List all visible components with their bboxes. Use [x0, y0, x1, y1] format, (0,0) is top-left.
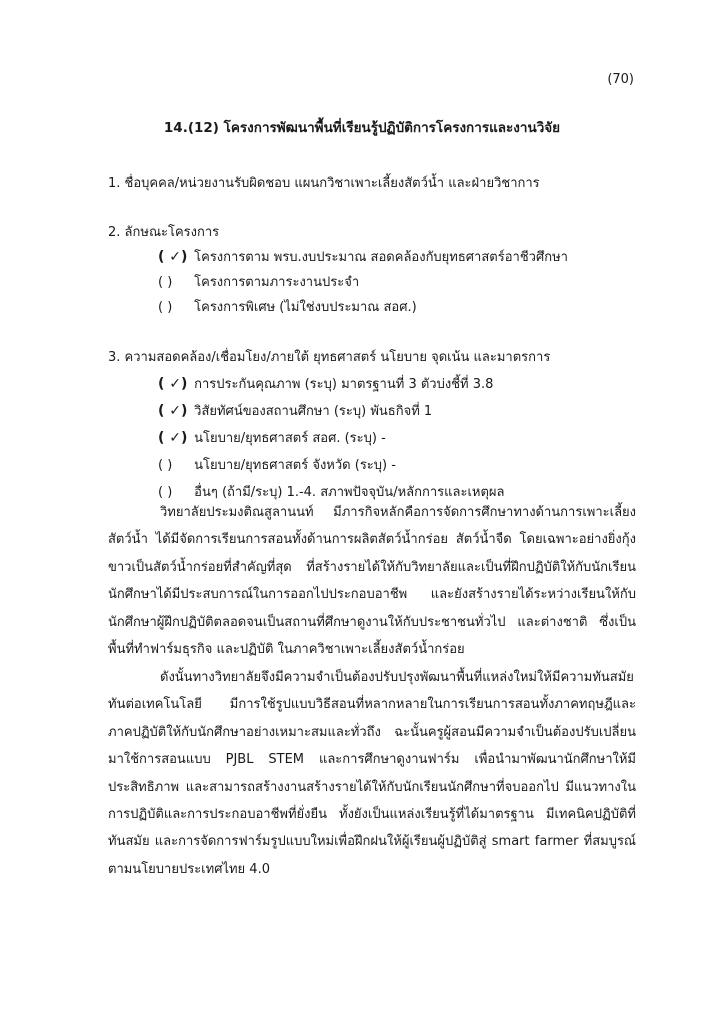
- option-label: อื่นๆ (ถ้ามี/ระบุ) 1.-4. สภาพปัจจุบัน/หลักการและเหตุผล: [194, 485, 505, 500]
- checkbox-mark: ( ): [158, 300, 173, 315]
- option-label: โครงการตาม พรบ.งบประมาณ สอดคล้องกับยุทธศาสตร์อาชีวศึกษา: [194, 250, 568, 265]
- page-number: (70): [607, 72, 634, 87]
- section-2-heading: 2. ลักษณะโครงการ: [108, 225, 220, 240]
- section-3-option: [158, 400, 432, 421]
- body-paragraph-2: ดังนั้นทางวิทยาลัยจึงมีความจำเป็นต้องปรับปรุงพัฒนาพื้นที่แหล่งใหม่ให้มีความทันสมัย ทันต่อเทคโนโลยี มีการใช้รูปแบบวิธีสอนที่หลากหลายในการเรียนการสอนทั้งภาคทฤษฎีและภาคปฏิบัติให้กับนักศึกษาอย่างเหมาะสมและทั่วถึง ฉะนั้นครูผู้สอนมีความจำเป็นต้องปรับเปลี่ยนมาใช้การสอนแบบ PJBL STEM และการศึกษาดูงานฟาร์ม เพื่อนำมาพัฒนานักศึกษาให้มีประสิทธิภาพ และสามารถสร้างงานสร้างรายได้ให้กับนักเรียนนักศึกษาที่จบออกไป มีแนวทางในการปฏิบัติและการประกอบอาชีพที่ยั่งยืน ทั้งยังเป็นแหล่งเรียนรู้ที่ได้มาตรฐาน มีเทคนิคปฏิบัติที่ทันสมัย และการจัดการฟาร์มรูปแบบใหม่เพื่อฝึกฝนให้ผู้เรียนผู้ปฏิบัติสู่ smart farmer ที่สมบูรณ์ตามนโยบายประเทศไทย 4.0: [108, 670, 636, 877]
- body-paragraph-1: วิทยาลัยประมงติณสูลานนท์ มีภารกิจหลักคือการจัดการศึกษาทางด้านการเพาะเลี้ยงสัตว์น้ำ ได้มีจัดการเรียนการสอนทั้งด้านการผลิตสัตว์น้ำกร่อย สัตว์น้ำจืด โดยเฉพาะอย่างยิ่งกุ้งขาวเป็นสัตว์น้ำกร่อยที่สำคัญที่สุด ที่สร้างรายได้ให้กับวิทยาลัยและเป็นที่ฝึกปฏิบัติให้กับนักเรียนนักศึกษาได้มีประสบการณ์ในการออกไปประกอบอาชีพ และยังสร้างรายได้ระหว่างเรียนให้กับนักศึกษาผู้ฝึกปฏิบัติตลอดจนเป็นสถานที่ศึกษาดูงานให้กับประชาชนทั่วไป และต่างชาติ ซึ่งเป็นพื้นที่ทำฟาร์มธุรกิจ และปฏิบัติ ในภาควิชาเพาะเลี้ยงสัตว์น้ำกร่อย: [108, 505, 636, 658]
- checkbox-mark: ( ✓): [158, 376, 188, 392]
- option-label: โครงการพิเศษ (ไม่ใช่งบประมาณ สอศ.): [194, 300, 417, 315]
- section-2-option: [158, 271, 359, 292]
- option-label: การประกันคุณภาพ (ระบุ) มาตรฐานที่ 3 ตัวบ่งชี้ที่ 3.8: [194, 377, 494, 392]
- checkbox-mark: ( ✓): [158, 249, 188, 265]
- checkbox-mark: ( ): [158, 275, 173, 290]
- section-3-option: [158, 373, 493, 394]
- checkbox-mark: ( ): [158, 458, 173, 473]
- option-label: นโยบาย/ยุทธศาสตร์ สอศ. (ระบุ) -: [194, 431, 386, 446]
- checkbox-mark: ( ✓): [158, 403, 188, 419]
- document-title: 14.(12) โครงการพัฒนาพื้นที่เรียนรู้ปฏิบัติการโครงการและงานวิจัย: [163, 120, 561, 136]
- section-3-option: [158, 427, 386, 448]
- checkbox-mark: ( ): [158, 485, 173, 500]
- section-2-option: [158, 296, 417, 317]
- section-2-option: [158, 246, 568, 267]
- option-label: วิสัยทัศน์ของสถานศึกษา (ระบุ) พันธกิจที่ 1: [194, 404, 433, 419]
- section-3-option: [158, 454, 396, 475]
- checkbox-mark: ( ✓): [158, 430, 188, 446]
- option-label: โครงการตามภาระงานประจำ: [194, 275, 360, 290]
- section-1-responsible: 1. ชื่อบุคคล/หน่วยงานรับผิดชอบ แผนกวิชาเพาะเลี้ยงสัตว์น้ำ และฝ่ายวิชาการ: [108, 176, 540, 191]
- section-3-heading: 3. ความสอดคล้อง/เชื่อมโยง/ภายใต้ ยุทธศาสตร์ นโยบาย จุดเน้น และมาตรการ: [108, 350, 551, 365]
- option-label: นโยบาย/ยุทธศาสตร์ จังหวัด (ระบุ) -: [194, 458, 396, 473]
